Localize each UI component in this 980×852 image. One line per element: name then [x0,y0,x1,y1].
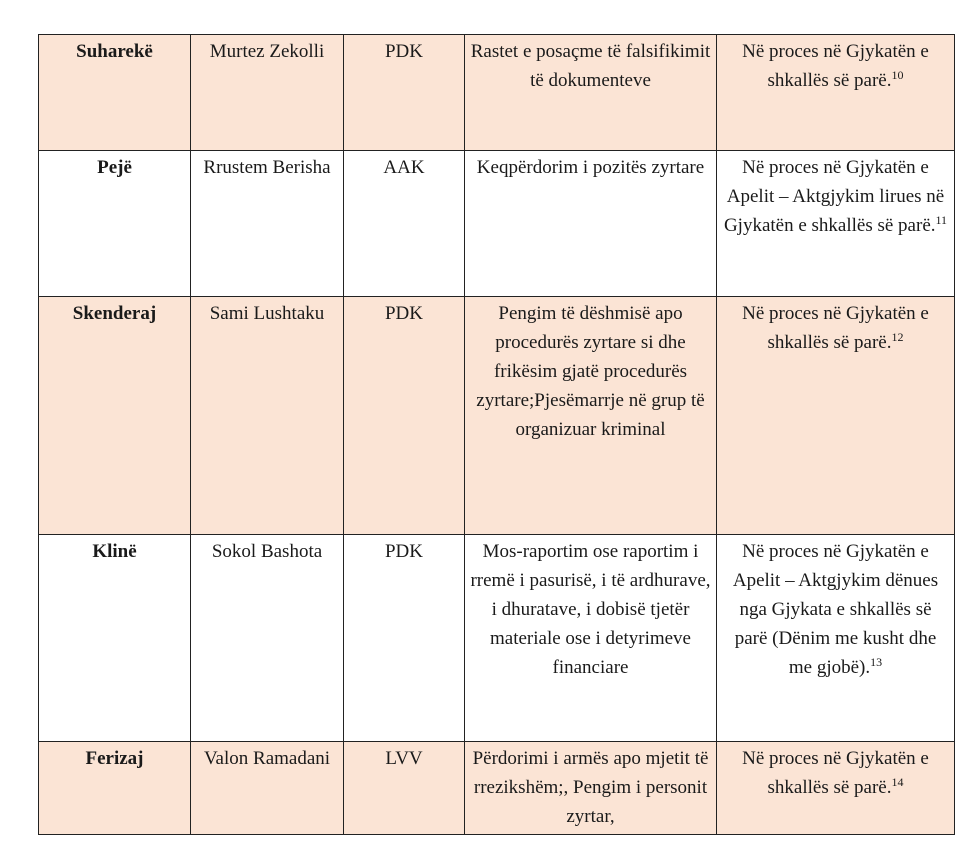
footnote-marker: 13 [870,655,883,669]
case-status-text: Në proces në Gjykatën e shkallës së parë. [742,41,929,91]
official-name-cell: Sokol Bashota [191,535,344,742]
party-cell: PDK [344,535,465,742]
case-status-cell [717,742,955,835]
case-status-cell [717,535,955,742]
table-row [39,535,955,742]
case-status-cell [717,35,955,151]
case-status-cell [717,297,955,535]
table-row [39,151,955,297]
table-row [39,297,955,535]
case-status-text: Në proces në Gjykatën e Apelit – Aktgjykim lirues në Gjykatën e shkallës së parë. [723,157,945,236]
municipality-cell: Skenderaj [39,297,191,535]
offense-cell: Keqpërdorim i pozitës zyrtare [465,151,717,297]
offense-cell: Pengim të dëshmisë apo procedurës zyrtare si dhe frikësim gjatë procedurës zyrtare;Pjesëmarrje në grup të organizuar kriminal [465,297,717,535]
official-name-cell: Sami Lushtaku [191,297,344,535]
party-cell: PDK [344,35,465,151]
case-status-text: Në proces në Gjykatën e Apelit – Aktgjykim dënues nga Gjykata e shkallës së parë (Dënim me kusht dhe me gjobë). [732,541,939,678]
municipality-cell: Suharekë [39,35,191,151]
offense-cell: Mos-raportim ose raportim i rremë i pasurisë, i të ardhurave, i dhuratave, i dobisë tjetër materiale ose i detyrimeve financiare [465,535,717,742]
officials-cases-table [38,34,955,835]
official-name-cell: Murtez Zekolli [191,35,344,151]
case-status-text: Në proces në Gjykatën e shkallës së parë. [742,303,929,353]
municipality-cell: Ferizaj [39,742,191,835]
case-status-cell [717,151,955,297]
party-cell: LVV [344,742,465,835]
footnote-marker: 12 [891,330,904,344]
footnote-marker: 14 [891,775,904,789]
table-row [39,742,955,835]
party-cell: AAK [344,151,465,297]
footnote-marker: 11 [935,213,948,227]
case-status-text: Në proces në Gjykatën e shkallës së parë. [742,748,929,798]
official-name-cell: Valon Ramadani [191,742,344,835]
municipality-cell: Pejë [39,151,191,297]
offense-cell: Përdorimi i armës apo mjetit të rrezikshëm;, Pengim i personit zyrtar, [465,742,717,835]
footnote-marker: 10 [891,68,904,82]
table-row [39,35,955,151]
offense-cell: Rastet e posaçme të falsifikimit të dokumenteve [465,35,717,151]
municipality-cell: Klinë [39,535,191,742]
official-name-cell: Rrustem Berisha [191,151,344,297]
party-cell: PDK [344,297,465,535]
